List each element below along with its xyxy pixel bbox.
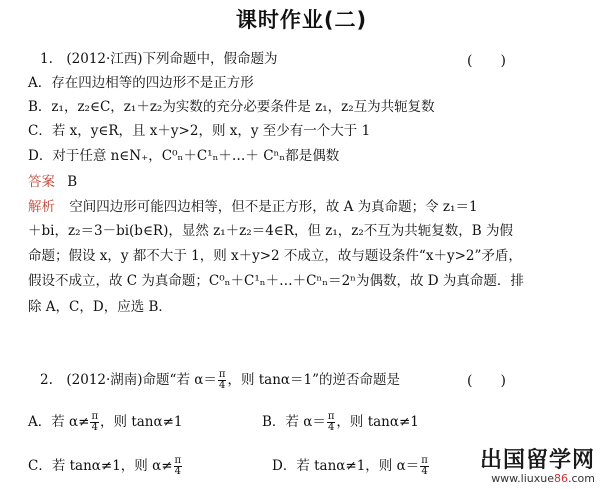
pi-over-4-fraction — [218, 370, 227, 391]
question-2-answer-bracket: ( ) — [467, 373, 506, 389]
question-2-stem — [40, 370, 400, 391]
question-1-analysis-line-3: 命题；假设 x，y 都不大于 1，则 x＋y>2 不成立，故与题设条件“x＋y>2”矛盾， — [28, 248, 522, 264]
question-1-option-b: B．z₁，z₂∈C，z₁＋z₂为实数的充分必要条件是 z₁，z₂互为共轭复数 — [28, 99, 435, 115]
page-title: 课时作业(二) — [235, 8, 368, 32]
question-1-answer — [28, 173, 77, 191]
option-b-suffix: ，则 tanα≠1 — [336, 414, 419, 430]
site-watermark — [480, 449, 595, 485]
fraction-numerator: π — [421, 455, 428, 466]
question-1-analysis-line-1 — [28, 198, 478, 216]
option-a-suffix: ，则 tanα≠1 — [100, 414, 183, 430]
question-1-option-a: A．存在四边相等的四边形不是正方形 — [28, 75, 254, 91]
question-2-option-d — [272, 456, 430, 477]
fraction-numerator: π — [91, 411, 99, 422]
question-2-stem-prefix: 2. (2012·湖南)命题“若 α＝ — [40, 372, 217, 388]
question-1-analysis-line-4: 假设不成立，故 C 为真命题；C⁰ₙ＋C¹ₙ＋…＋Cⁿₙ＝2ⁿ为偶数，故 D 为真命题．排 — [28, 273, 524, 289]
watermark-url — [480, 473, 595, 485]
analysis-label: 解析 — [28, 199, 55, 215]
option-a-prefix: A．若 α≠ — [28, 414, 90, 430]
pi-over-4-fraction — [90, 412, 99, 433]
fraction-numerator: π — [327, 411, 335, 422]
question-1-option-d: D．对于任意 n∈N₊，C⁰ₙ＋C¹ₙ＋…＋ Cⁿₙ都是偶数 — [28, 148, 340, 164]
answer-value: B — [67, 174, 78, 190]
analysis-text: 空间四边形可能四边相等，但不是正方形，故 A 为真命题；令 z₁＝1 — [69, 199, 478, 215]
fraction-denominator: 4 — [218, 380, 226, 391]
option-c-prefix: C．若 tanα≠1，则 α≠ — [28, 458, 173, 474]
question-1-analysis-line-2: ＋bi，z₂＝3－bi(b∈R)，显然 z₁＋z₂＝4∈R，但 z₁，z₂不互为共轭复数，B 为假 — [28, 223, 514, 239]
fraction-numerator: π — [218, 369, 226, 380]
answer-label: 答案 — [28, 174, 55, 190]
watermark-url-number: 86 — [554, 472, 568, 485]
watermark-url-prefix: www.liuxue — [491, 472, 554, 485]
fraction-denominator: 4 — [327, 422, 335, 433]
fraction-denominator: 4 — [421, 466, 428, 477]
pi-over-4-fraction — [174, 456, 183, 477]
question-2-stem-suffix: ，则 tanα＝1”的逆否命题是 — [227, 372, 401, 388]
question-1-analysis-line-5: 除 A，C，D，应选 B． — [28, 299, 172, 315]
fraction-denominator: 4 — [174, 466, 181, 477]
option-d-prefix: D．若 tanα≠1，则 α＝ — [272, 458, 420, 474]
question-1-answer-bracket: ( ) — [467, 53, 506, 69]
pi-over-4-fraction — [327, 412, 336, 433]
option-b-prefix: B．若 α＝ — [262, 414, 326, 430]
watermark-title: 出国留学网 — [479, 448, 595, 473]
question-2-option-a — [28, 412, 183, 433]
question-2-option-b — [262, 412, 419, 433]
fraction-denominator: 4 — [91, 422, 98, 433]
pi-over-4-fraction — [420, 456, 429, 477]
question-2-option-c — [28, 456, 183, 477]
question-1-option-c: C．若 x，y∈R，且 x＋y>2，则 x，y 至少有一个大于 1 — [28, 123, 371, 139]
question-1-stem: 1. (2012·江西)下列命题中，假命题为 — [40, 51, 278, 67]
fraction-numerator: π — [174, 455, 182, 466]
watermark-url-suffix: .com — [568, 472, 595, 485]
